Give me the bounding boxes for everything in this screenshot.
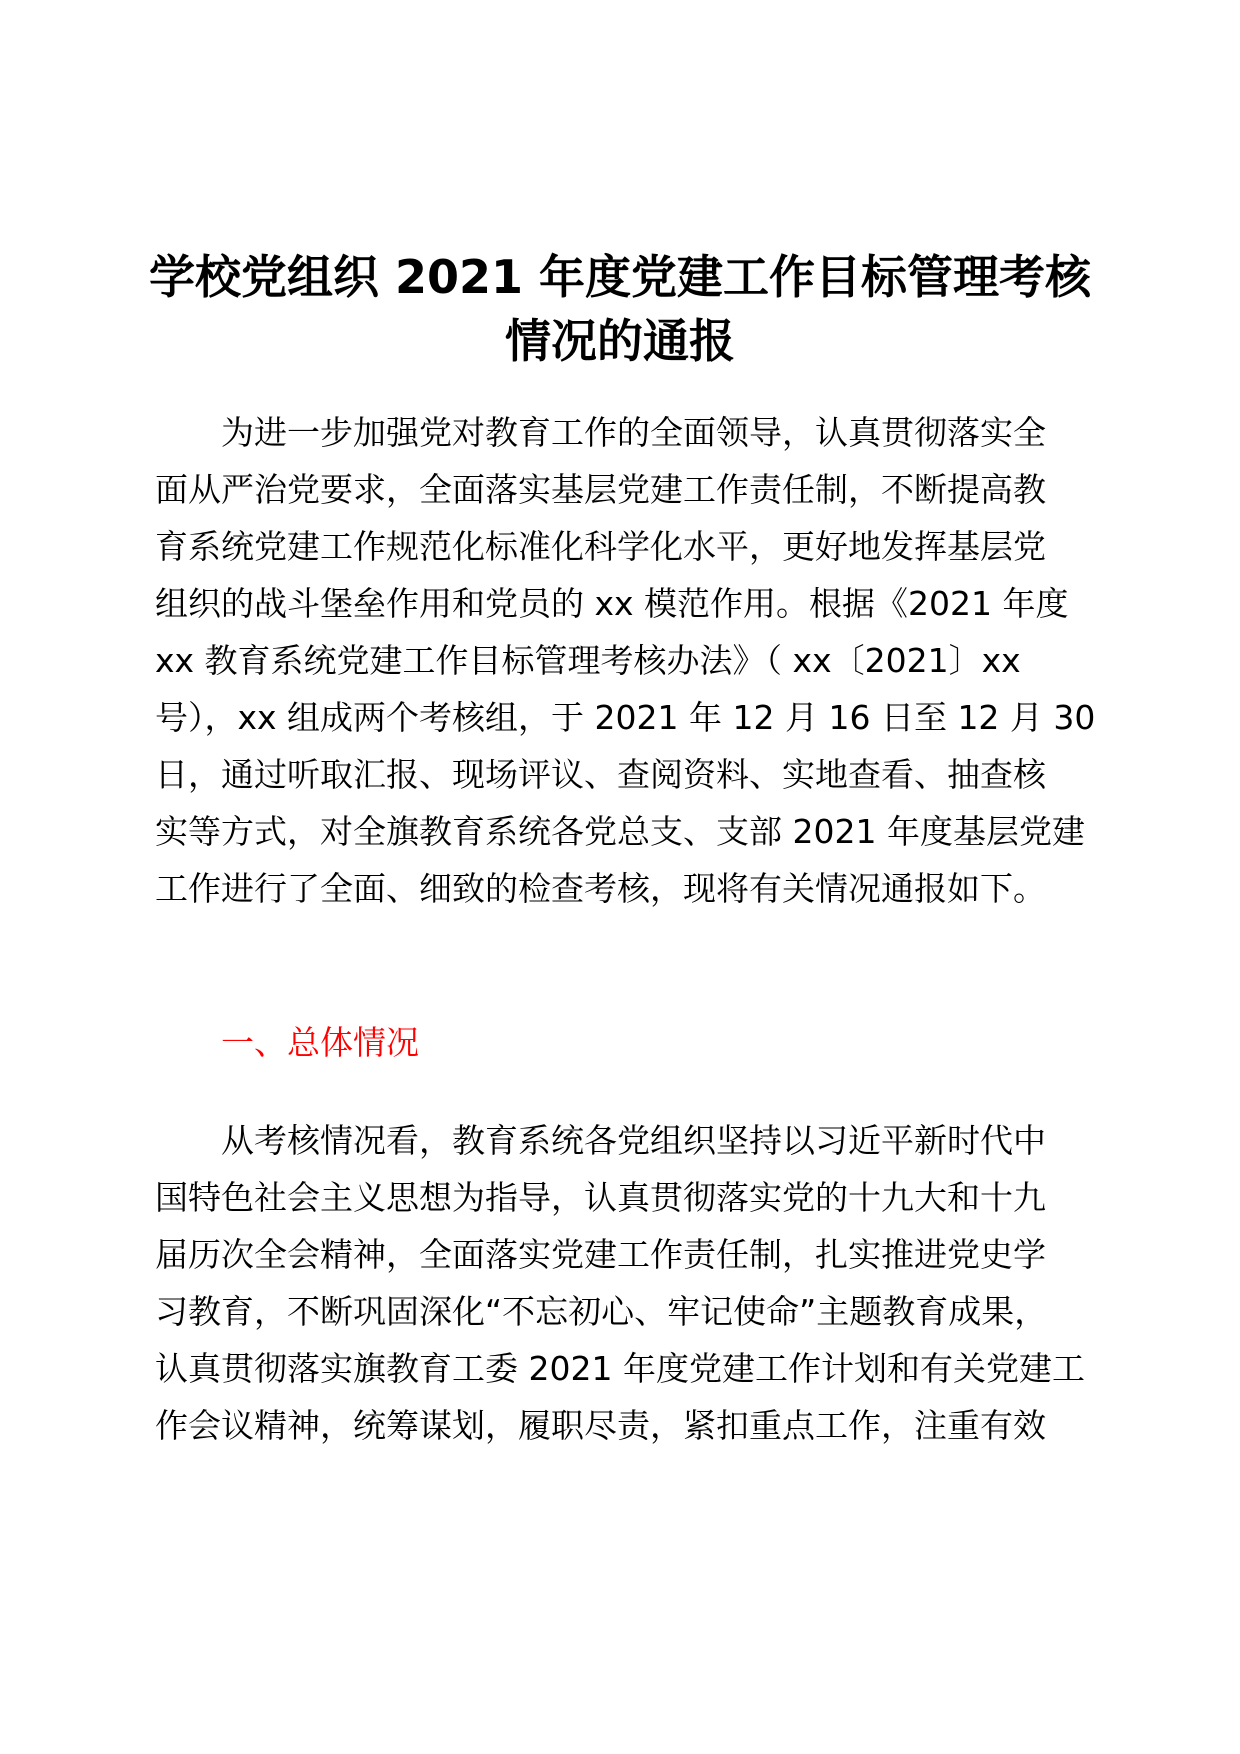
paragraph-line: 面从严治党要求，全面落实基层党建工作责任制，不断提高教	[155, 470, 1046, 509]
paragraph-line: 日，通过听取汇报、现场评议、查阅资料、实地查看、抽查核	[155, 755, 1046, 794]
paragraph-line: 习教育，不断巩固深化“不忘初心、牢记使命”主题教育成果，	[155, 1292, 1048, 1331]
title-line-2: 情况的通报	[505, 314, 735, 368]
paragraph-line: 从考核情况看，教育系统各党组织坚持以习近平新时代中	[221, 1121, 1046, 1160]
overall-situation-paragraph	[155, 1112, 1095, 1454]
paragraph-line: 号），xx 组成两个考核组，于 2021 年 12 月 16 日至 12 月 30	[155, 698, 1096, 737]
paragraph-line: 育系统党建工作规范化标准化科学化水平，更好地发挥基层党	[155, 527, 1046, 566]
paragraph-line: 实等方式，对全旗教育系统各党总支、支部 2021 年度基层党建	[155, 812, 1085, 851]
document-title	[140, 245, 1100, 373]
intro-paragraph	[155, 404, 1095, 917]
paragraph-line: 认真贯彻落实旗教育工委 2021 年度党建工作计划和有关党建工	[155, 1349, 1085, 1388]
paragraph-line: 为进一步加强党对教育工作的全面领导，认真贯彻落实全	[221, 413, 1046, 452]
paragraph-line: 国特色社会主义思想为指导，认真贯彻落实党的十九大和十九	[155, 1178, 1046, 1217]
paragraph-line: 工作进行了全面、细致的检查考核，现将有关情况通报如下。	[155, 869, 1046, 908]
paragraph-line: 作会议精神，统筹谋划，履职尽责，紧扣重点工作，注重有效	[155, 1406, 1046, 1445]
paragraph-line: xx 教育系统党建工作目标管理考核办法》（ xx〔2021〕xx	[155, 641, 1021, 680]
section-heading-overall: 一、总体情况	[221, 1023, 419, 1062]
paragraph-line: 届历次全会精神，全面落实党建工作责任制，扎实推进党史学	[155, 1235, 1046, 1274]
title-line-1: 学校党组织 2021 年度党建工作目标管理考核	[148, 250, 1092, 304]
paragraph-line: 组织的战斗堡垒作用和党员的 xx 模范作用。根据《2021 年度	[155, 584, 1069, 623]
